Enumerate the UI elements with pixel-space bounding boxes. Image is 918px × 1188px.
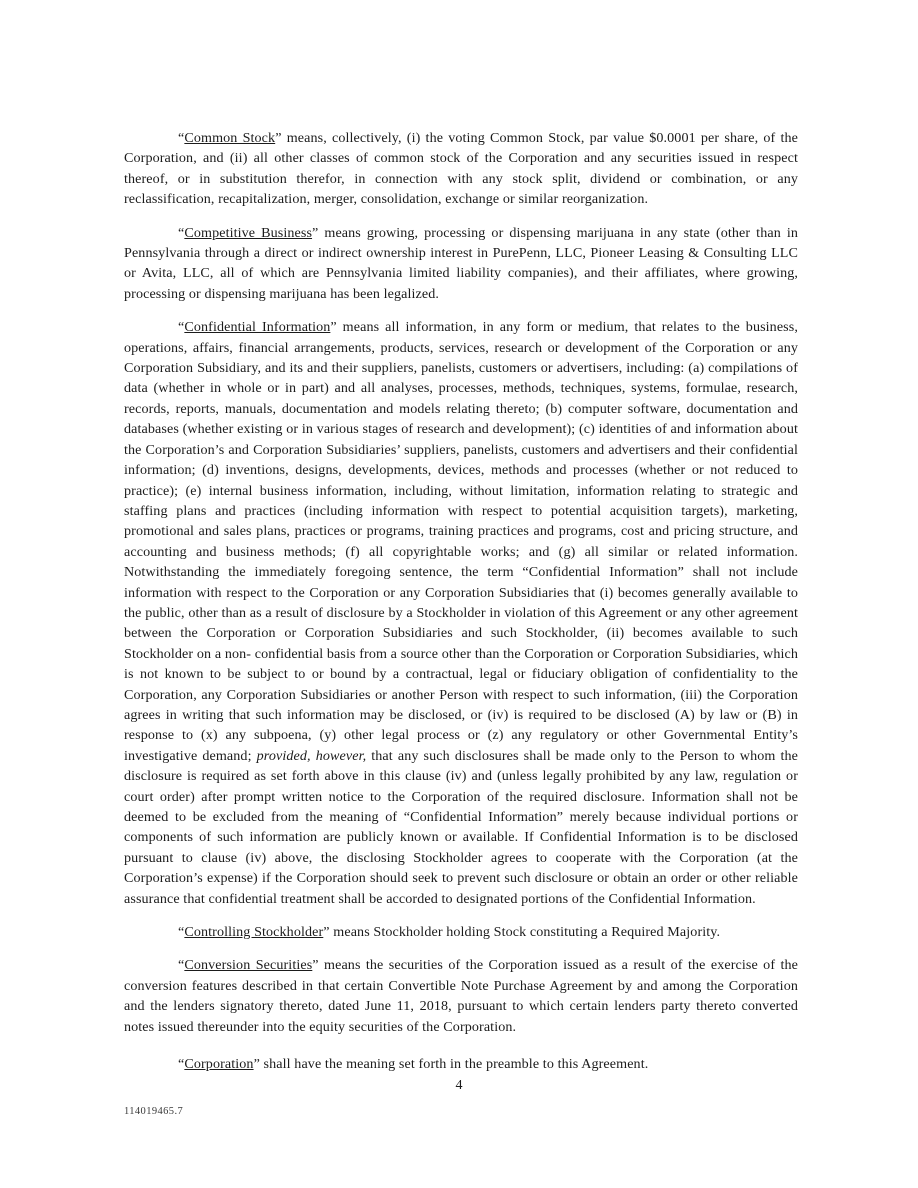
defined-term-confidential-information: Confidential Information [184, 319, 331, 336]
quote-open: “ [178, 924, 185, 941]
definition-text-part-1: ” means all information, in any form or medium, that relates to the business, operations, affairs, financial arrangements, products, services, research or development of the Corporation or any Corporation Subsidiary, and its and their suppliers, panelists, customers or advertisers, including: (a) compilations of data (whether in whole or in part) and all analyses, processes, methods, techniques, systems, formulae, research, records, reports, manuals, documentation and models relating thereto; (b) computer software, documentation and databases (whether existing or in various stages of research and development); (c) identities of and information about the Corporation’s and Corporation Subsidiaries’ suppliers, panelists, customers and advertisers and their confidential information; (d) inventions, designs, developments, devices, methods and processes (whether or not reduced to practice); (e) internal business information, including, without limitation, information relating to strategic and staffing plans and practices (including information with respect to potential acquisition targets), marketing, promotional and sales plans, practices or programs, training practices and programs, cost and pricing structure, and accounting and business methods; (f) all copyrightable works; and (g) all similar or related information. Notwithstanding the immediately foregoing sentence, the term “Confidential Information” shall not include information with respect to the Corporation or any Corporation Subsidiaries that (i) becomes generally available to the public, other than as a result of disclosure by a Stockholder in violation of this Agreement or any other agreement between the Corporation or Corporation Subsidiaries and such Stockholder, (ii) becomes available to such Stockholder on a non- confidential basis from a source other than the Corporation or Corporation Subsidiaries, which is not known to be subject to or bound by a contractual, legal or fiduciary obligation of confidentiality to the Corporation, any Corporation Subsidiaries or another Person with respect to such information, (iii) the Corporation agrees in writing that such information may be disclosed, or (iv) is required to be disclosed (A) by law or (B) in response to (x) any subpoena, (y) other legal process or (z) any regulatory or other Governmental Entity’s investigative demand; [124, 319, 798, 764]
definition-text: ” means, collectively, (i) the voting Common Stock, par value $0.0001 per share, of the Corporation, and (ii) all other classes of common stock of the Corporation and any securities issued in respect thereof, or in substitution therefor, in connection with any stock split, dividend or combination, or any reclassification, recapitalization, merger, consolidation, exchange or similar reorganization. [124, 130, 798, 208]
definition-text: ” means Stockholder holding Stock constituting a Required Majority. [323, 924, 721, 941]
quote-open: “ [178, 1056, 185, 1073]
defined-term-controlling-stockholder: Controlling Stockholder [184, 924, 324, 941]
defined-term-conversion-securities: Conversion Securities [184, 957, 313, 974]
defined-term-competitive-business: Competitive Business [184, 224, 313, 241]
definition-paragraph-confidential-information [124, 317, 798, 909]
quote-open: “ [178, 319, 185, 336]
defined-term-corporation: Corporation [184, 1056, 254, 1073]
definition-text: ” shall have the meaning set forth in the preamble to this Agreement. [253, 1056, 649, 1073]
provided-however-italic: provided, however, [256, 747, 367, 764]
quote-open: “ [178, 224, 185, 241]
definition-paragraph-conversion-securities [124, 955, 798, 1037]
document-body [124, 128, 798, 1087]
footer-document-code: 114019465.7 [124, 1106, 184, 1117]
definition-paragraph-competitive-business [124, 223, 798, 305]
definition-paragraph-corporation [124, 1054, 798, 1074]
definition-text: ” means growing, processing or dispensing marijuana in any state (other than in Pennsylvania through a direct or indirect ownership interest in PurePenn, LLC, Pioneer Leasing & Consulting LLC or Avita, LLC, all of which are Pennsylvania limited liability companies), and their affiliates, where growing, processing or dispensing marijuana has been legalized. [124, 224, 798, 302]
definition-paragraph-controlling-stockholder [124, 922, 798, 942]
definition-text: ” means the securities of the Corporation issued as a result of the exercise of the conversion features described in that certain Convertible Note Purchase Agreement by and among the Corporation and the lenders signatory thereto, dated June 11, 2018, pursuant to which certain lenders party thereto converted notes issued thereunder into the equity securities of the Corporation. [124, 957, 798, 1035]
quote-open: “ [178, 130, 185, 146]
quote-open: “ [178, 957, 185, 974]
page-number: 4 [455, 1078, 463, 1093]
definition-text-part-2: that any such disclosures shall be made only to the Person to whom the disclosure is required as set forth above in this clause (iv) and (unless legally prohibited by any law, regulation or court order) after prompt written notice to the Corporation of the required disclosure. Information shall not be deemed to be excluded from the meaning of “Confidential Information” merely because individual portions or components of such information are publicly known or available. If Confidential Information is to be disclosed pursuant to clause (iv) above, the disclosing Stockholder agrees to cooperate with the Corporation (at the Corporation’s expense) if the Corporation should seek to prevent such disclosure or obtain an order or other reliable assurance that confidential treatment shall be accorded to designated portions of the Confidential Information. [124, 747, 798, 907]
definition-paragraph-common-stock [124, 128, 798, 210]
defined-term-common-stock: Common Stock [184, 130, 276, 146]
